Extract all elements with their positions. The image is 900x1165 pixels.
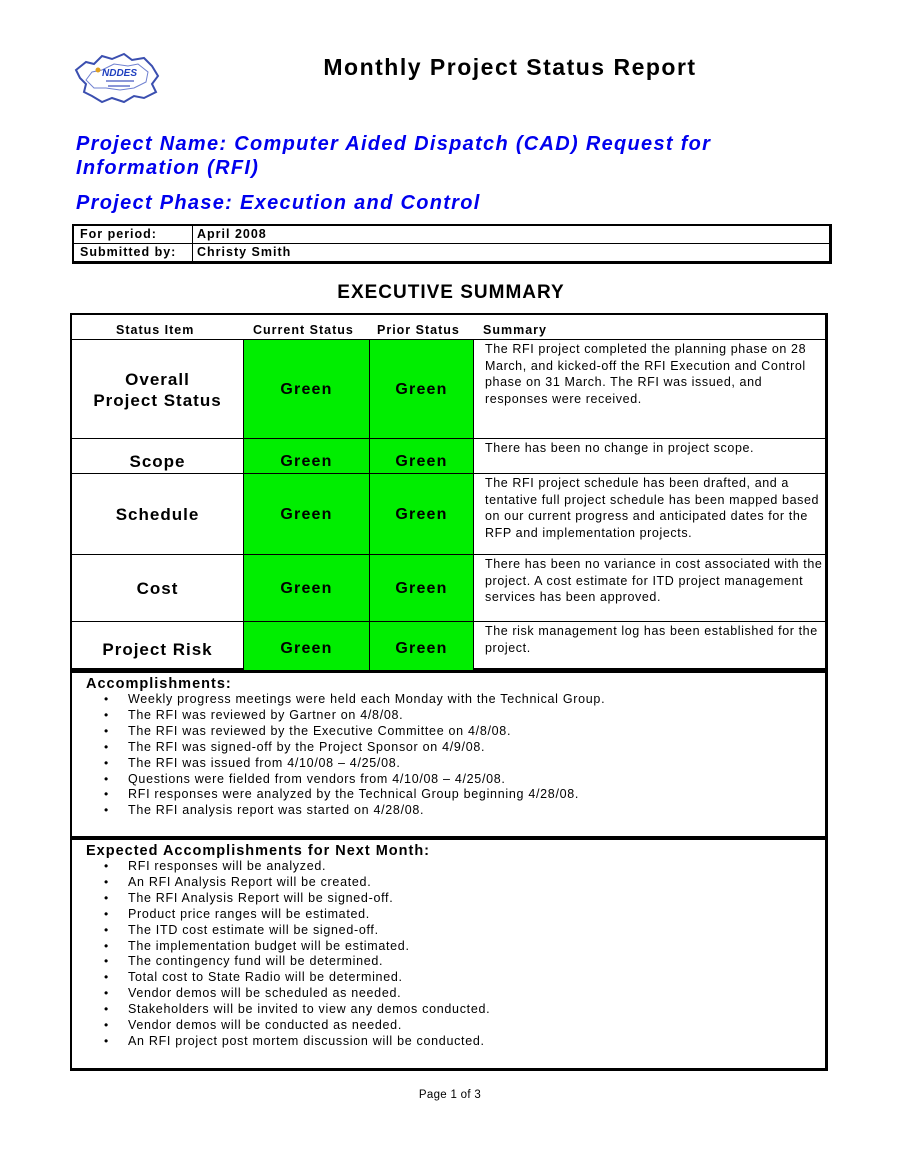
list-item: • RFI responses will be analyzed.	[128, 859, 825, 875]
status-row-scope	[72, 438, 825, 474]
period-value: April 2008	[197, 227, 267, 241]
prior-status: Green	[370, 474, 474, 555]
current-status: Green	[244, 340, 370, 439]
accomplishments-heading: Accomplishments:	[86, 676, 232, 692]
prior-status: Green	[370, 555, 474, 622]
list-item: • Vendor demos will be conducted as needed.	[128, 1018, 825, 1034]
list-item: • The ITD cost estimate will be signed-off.	[128, 923, 825, 939]
column-header-summary: Summary	[483, 323, 547, 337]
period-label: For period:	[74, 226, 193, 243]
status-item: Project Risk	[72, 622, 244, 670]
column-header-current-status: Current Status	[253, 323, 354, 337]
project-phase: Project Phase: Execution and Control	[76, 192, 481, 214]
status-item: Scope	[72, 439, 244, 474]
submitted-value: Christy Smith	[197, 245, 292, 259]
current-status: Green	[244, 555, 370, 622]
prior-status: Green	[370, 622, 474, 670]
current-status: Green	[244, 622, 370, 670]
list-item: • Vendor demos will be scheduled as needed.	[128, 986, 825, 1002]
submitted-row	[74, 243, 829, 261]
accomplishments-list	[86, 692, 825, 819]
list-item: • The RFI was issued from 4/10/08 – 4/25/08.	[128, 756, 825, 772]
list-item: • Product price ranges will be estimated.	[128, 907, 825, 923]
status-summary: The risk management log has been established for the project.	[485, 624, 818, 655]
prior-status: Green	[370, 340, 474, 439]
status-item: Cost	[72, 555, 244, 622]
current-status: Green	[244, 474, 370, 555]
expected-heading: Expected Accomplishments for Next Month:	[86, 843, 431, 859]
accomplishments-box	[70, 671, 828, 839]
status-summary: There has been no change in project scope.	[485, 441, 755, 455]
list-item: • Total cost to State Radio will be determined.	[128, 970, 825, 986]
list-item: • Stakeholders will be invited to view any demos conducted.	[128, 1002, 825, 1018]
current-status: Green	[244, 439, 370, 474]
list-item: • The RFI was reviewed by the Executive Committee on 4/8/08.	[128, 724, 825, 740]
project-name: Project Name: Computer Aided Dispatch (CAD) Request for Information (RFI)	[76, 133, 712, 179]
status-summary: The RFI project schedule has been drafted, and a tentative full project schedule has been mapped based on our current progress and anticipated dates for the RFP and implementation projects.	[485, 476, 820, 540]
list-item: • Questions were fielded from vendors from 4/10/08 – 4/25/08.	[128, 772, 825, 788]
list-item: • The RFI analysis report was started on 4/28/08.	[128, 803, 825, 819]
expected-list	[86, 859, 825, 1050]
status-row-risk	[72, 621, 825, 670]
list-item: • Weekly progress meetings were held each Monday with the Technical Group.	[128, 692, 825, 708]
period-table	[72, 224, 832, 264]
submitted-label: Submitted by:	[74, 244, 193, 261]
expected-accomplishments-box	[70, 838, 828, 1071]
svg-text:NDDES: NDDES	[102, 68, 138, 79]
status-item: Schedule	[72, 474, 244, 555]
status-row-schedule	[72, 473, 825, 555]
list-item: • An RFI project post mortem discussion will be conducted.	[128, 1034, 825, 1050]
list-item: • The contingency fund will be determined.	[128, 954, 825, 970]
status-item: Overall Project Status	[72, 340, 244, 439]
list-item: • An RFI Analysis Report will be created.	[128, 875, 825, 891]
status-row-cost	[72, 554, 825, 622]
list-item: • The RFI was signed-off by the Project Sponsor on 4/9/08.	[128, 740, 825, 756]
list-item: • The RFI was reviewed by Gartner on 4/8/08.	[128, 708, 825, 724]
period-row	[74, 226, 829, 243]
status-summary: There has been no variance in cost associated with the project. A cost estimate for ITD project management services has been approved.	[485, 557, 823, 604]
column-header-status-item: Status Item	[116, 323, 195, 337]
list-item: • RFI responses were analyzed by the Technical Group beginning 4/28/08.	[128, 787, 825, 803]
page-number: Page 1 of 3	[418, 1089, 482, 1101]
executive-summary-title: EXECUTIVE SUMMARY	[337, 282, 565, 303]
nddes-logo	[72, 50, 162, 106]
status-row-overall	[72, 339, 825, 439]
list-item: • The implementation budget will be estimated.	[128, 939, 825, 955]
executive-summary-table	[70, 313, 828, 671]
status-summary: The RFI project completed the planning phase on 28 March, and kicked-off the RFI Execution and Control phase on 31 March. The RFI was issued, and responses were received.	[485, 342, 807, 406]
prior-status: Green	[370, 439, 474, 474]
report-title: Monthly Project Status Report	[323, 54, 697, 80]
list-item: • The RFI Analysis Report will be signed-off.	[128, 891, 825, 907]
column-header-prior-status: Prior Status	[377, 323, 460, 337]
